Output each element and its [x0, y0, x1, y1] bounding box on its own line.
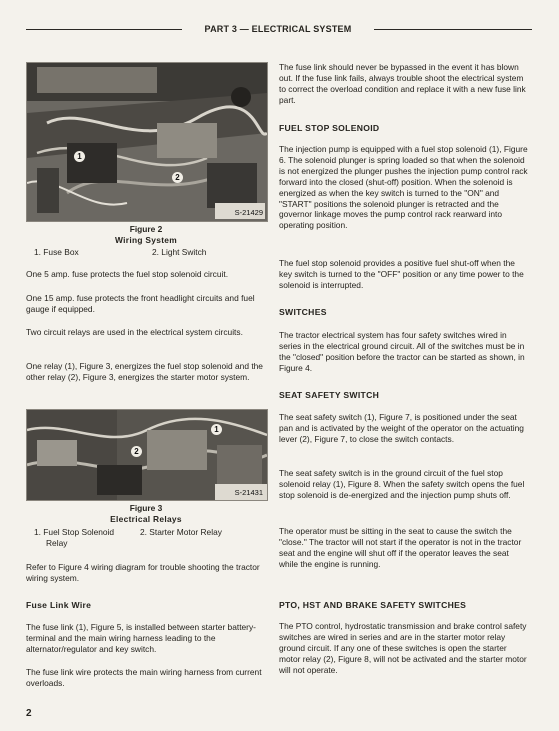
figure-2-callout-1: 1: [74, 151, 85, 162]
paragraph: One 5 amp. fuse protects the fuel stop solenoid circuit.: [26, 269, 229, 279]
section-heading: FUEL STOP SOLENOID: [279, 123, 380, 133]
section-title: PART 3 — ELECTRICAL SYSTEM: [204, 24, 352, 34]
figure-2-callout-2: 2: [172, 172, 183, 183]
paragraph: One relay (1), Figure 3, energizes the fuel stop solenoid and the other relay (2), Figure 3, energizes the starter motor system.: [26, 361, 263, 382]
legend-item: 1. Fuel Stop Solenoid: [34, 527, 115, 537]
legend-item: 2. Starter Motor Relay: [140, 527, 222, 537]
figure-2-image-code: S-21429: [234, 208, 263, 217]
paragraph: Refer to Figure 4 wiring diagram for trouble shooting the tractor wiring system.: [26, 562, 260, 583]
figure-3-legend: [26, 527, 266, 551]
figure-2-caption: [26, 224, 266, 246]
figure-2-photo: [26, 62, 268, 222]
paragraph: The seat safety switch (1), Figure 7, is positioned under the seat pan and is activated by the weight of the operator on the actuating lever (2), Figure 7, to close the switch contacts.: [279, 412, 524, 444]
figure-3-image-code: S-21431: [234, 488, 263, 497]
header-rule-left: [26, 29, 182, 30]
paragraph: Two circuit relays are used in the electrical system circuits.: [26, 327, 243, 337]
figure-3-callout-2: 2: [131, 446, 142, 457]
section-heading: SWITCHES: [279, 307, 327, 317]
figure-3-label: Figure 3: [129, 503, 163, 513]
legend-item: 2. Light Switch: [152, 247, 207, 257]
paragraph: The fuel stop solenoid provides a positive fuel shut-off when the key switch is turned to the "OFF" position or any time power to the solenoid is interrupted.: [279, 258, 524, 290]
figure-3-callout-1: 1: [211, 424, 222, 435]
section-heading: Fuse Link Wire: [26, 600, 92, 610]
paragraph: The PTO control, hydrostatic transmission and brake control safety switches are wired in series and are in the starter motor relay ground circuit. If any one of these switches is open the starter motor relay (2), Figure 8, will not be activated and the starter motor will not operate.: [279, 621, 527, 675]
paragraph: The fuse link (1), Figure 5, is installed between starter battery-terminal and the main wiring harness leading to the alternator/regulator and key switch.: [26, 622, 256, 654]
page-number: 2: [26, 708, 32, 719]
paragraph: The fuse link should never be bypassed in the event it has blown out. If the fuse link fails, always trouble shoot the electrical system to correct the overload condition and replace it with a new fuse link part.: [279, 62, 526, 105]
paragraph: The tractor electrical system has four safety switches wired in series in the electrical ground circuit. All of the switches must be in the "closed" position before the tractor can be started as shown, in Figure 4.: [279, 330, 525, 373]
paragraph: The seat safety switch is in the ground circuit of the fuel stop solenoid relay (1), Figure 8. When the safety switch opens the fuel stop solenoid is de-energized and the injection pump shuts off.: [279, 468, 525, 500]
paragraph: The fuse link wire protects the main wiring harness from current overloads.: [26, 667, 262, 688]
electrical-relays-photo: [27, 410, 267, 500]
figure-3-name: Electrical Relays: [110, 513, 182, 524]
header-rule-right: [374, 29, 532, 30]
legend-item: 1. Fuse Box: [34, 247, 79, 257]
wiring-system-photo: [27, 63, 267, 221]
section-heading: PTO, HST AND BRAKE SAFETY SWITCHES: [279, 600, 467, 610]
figure-2-label: Figure 2: [129, 224, 163, 234]
figure-3-photo: [26, 409, 268, 501]
figure-3-caption: [26, 503, 266, 525]
paragraph: The injection pump is equipped with a fuel stop solenoid (1), Figure 6. The solenoid plunger is spring loaded so that when the solenoid is not energized the plunger pushes the injection pump control rack forward into the closed (shut-off) position. When the solenoid is energized as when the key switch is turned to the "ON" and "START" positions the solenoid plunger is retracted and the governor linkage moves the pump control rack rearward into operating position.: [279, 144, 528, 231]
paragraph: The operator must be sitting in the seat to cause the switch the "close." The tractor will not start if the operator is not in the tractor seat and the engine will shut off if the operator leaves the seat while the engine is running.: [279, 526, 522, 569]
paragraph: One 15 amp. fuse protects the front headlight circuits and fuel gauge if equipped.: [26, 293, 255, 314]
legend-item: Relay: [46, 538, 68, 548]
figure-2-name: Wiring System: [115, 234, 177, 245]
section-heading: SEAT SAFETY SWITCH: [279, 390, 380, 400]
page-header: [26, 22, 532, 36]
